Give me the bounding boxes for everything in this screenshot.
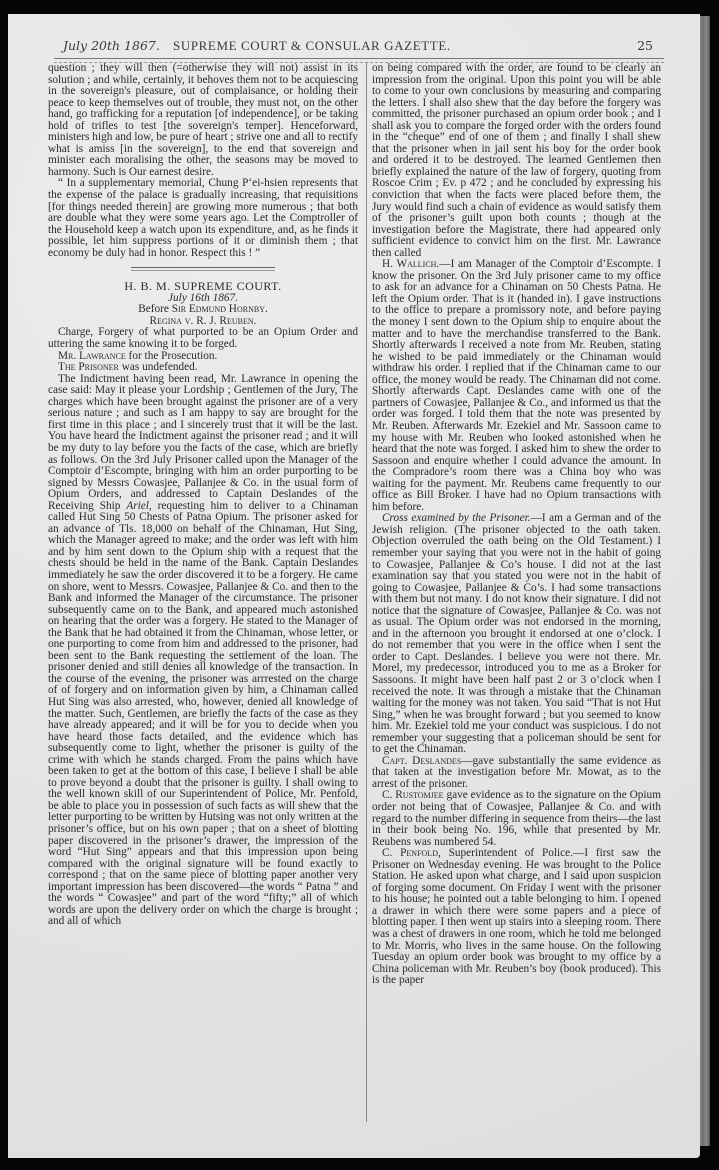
penfold-testimony (372, 848, 661, 987)
charge-paragraph: Charge, Forgery of what purported to be an Opium Order and uttering the same knowing it to be forged. (48, 326, 358, 351)
cross-exam-label: Cross examined by the Prisoner. (382, 512, 531, 525)
newspaper-page (8, 14, 700, 1158)
indictment-paragraph (48, 374, 358, 928)
witness-name-penfold: C. Penfold (382, 847, 438, 860)
court-title: H. B. M. SUPREME COURT. (124, 279, 282, 294)
wallich-testimony (372, 259, 661, 513)
witness-name-rustomjee: C. Rustomjee (382, 789, 444, 802)
ship-name: Ariel (126, 499, 149, 512)
prosecution-text: for the Prosecution. (125, 349, 218, 362)
prosecution-counsel: Mr. Lawrance (58, 349, 126, 362)
wallich-text: —I am Manager of the Comptoir d’Escompte. I know the prisoner. On the 3rd July prisoner came to my office to ask for an advance for a Chinaman on 50 Chests Patna. He left the Opium order. That is it (handed in). I gave instructions to the office to prepare a promissory note, and before paying the money I sent down to the Opium ship to enquire about the matter and to have the merchandise transferred to the Bank. Shortly afterwards I received a note from Mr. Reuben, stating he wished to be paid immediately or the Chinaman would withdraw his order. I replied that if the Chinaman came to our office, the money would be ready. The Chinaman did not come. Shortly afterwards Capt. Deslandes came with one of the partners of Cowasjee, Pallanjee & Co., and informed us that the order was forged. I told them that the note was presented by Mr. Reuben. Afterwards Mr. Ezekiel and Mr. Sassoon came to my house with Mr. Reuben who looked astonished when he heard that the note was forged. I asked him to shew the order to Sassoon and enquire whether I could advance the amount. In the Compradore’s room there was a China boy who was waiting for the payment. Mr. Reubens came frequently to our office as Bill Broker. I have had no Opium transactions with him before. (372, 258, 661, 513)
indictment-text-2: , requesting him to deliver to a Chinaman called Hut Sing 50 Chests of Patna Opium. The prisoner asked for an advance of Tls. 18,000 on behalf of the Chinaman, Hut Sing, which the Manager agreed to make; and the order was left with him and by him sent down to the Opium ship with a request that the chests should be held in the name of the Bank. Captain Deslandes immediately he saw the order discovered it to be a forgery. He came on shore, went to Messrs. Cowasjee, Pallanjee & Co. and then to the Bank and informed the Manager of the circumstance. The prisoner subsequently came on to the Bank, and appeared much astonished on hearing that the order was a forgery. He stated to the Manager of the Bank that he had obtained it from the Chinaman, whose letter, or one purporting to come from him and addressed to the prisoner, had been sent to the Bank requesting the settlement of the loan. The prisoner denied and still denies all knowledge of the transaction. In the course of the evening, the prisoner was arrrested on the charge of of forgery and on information given by him, a Chinaman called Hut Sing was also arrested, who, however, denied all knowledge of the matter. Such, Gentlemen, are briefly the facts of the case as they have already appeared; and it will be for you to decide when you have heard those facts detailed, and the evidence which has subsequently come to light, whether the prisoner is guilty of the crime with which he stands charged. From the pains which have been taken to get at the bottom of this case, I believe I shall be able to prove beyond a doubt that the prisoner is guilty. I shall owing to the well known skill of our Superintendent of Police, Mr. Penfold, be able to place you in possession of such facts as will shew that the letter purporting to be written by Hutsing was not only written at the prisoner’s office, but on his own paper ; that on a sheet of blotting paper discovered in the prisoner’s drawer, the impression of the word “Hut Sing” appears and that this impression upon being compared with the original signature will be found exactly to correspond ; that on the same piece of blotting paper another very important impression has been discovered—the words “ Patna ” and the words “ Cowasjee” and part of the word “fifty;” all of which words are upon the delivery order on which the charge is brought ; and all of which (48, 499, 358, 928)
header-title: SUPREME COURT & CONSULAR GAZETTE. (173, 38, 451, 53)
continued-paragraph: on being compared with the order, are found to be clearly an impression from the original. Upon this point you will be able to come to your own conclusions by measuring and comparing the letters. I shall also shew that the day before the forgery was committed, the prisoner purchased an opium order book ; and I shall ask you to compare the forged order with the orders found in the “cheque” end of one of them ; and finally I shall shew that the prisoner when in jail sent his boy for the order book and ordered it to be destroyed. The learned Gentlemen then briefly explained the nature of the law of forgery, quoting from Roscoe Crim ; Ev. p 472 ; and he concluded by expressing his conviction that when the facts were placed before them, the Jury would find such a chain of evidence as would satisfy them of the prisoner’s guilt upon both counts ; though at the investigation before the Magistrate, there had appeared only sufficient evidence to convict him on the first. Mr. Lawrance then called (372, 62, 661, 259)
page-number: 25 (637, 38, 653, 53)
rustomjee-text: gave evidence as to the signature on the Opium order not being that of Cowasjee, Pallanjee & Co. and with regard to the number differing in sequence from theirs—the last in their book being No. 196, while that presented by Mr. Reubens was numbered 54. (372, 789, 661, 848)
witness-name-wallich: H. Wallich. (382, 258, 440, 271)
cross-examination (372, 513, 661, 755)
deslandes-text: —gave substantially the same evidence as that taken at the investigation before Mr. Mowat, as to the arrest of the prisoner. (372, 754, 661, 790)
deslandes-testimony (372, 756, 661, 791)
section-divider (131, 267, 275, 271)
right-column (372, 63, 661, 987)
rustomjee-testimony (372, 790, 661, 848)
memorial-paragraph-2: “ In a supplementary memorial, Chung P‘ei-hsien represents that the expense of the palace is gradually increasing, that requisitions [for things needed therein] are growing more numerous ; that both are double what they were some years ago. Let the Comptroller of the Household keep a watch upon its expenditure, and, as he finds it possible, let him suppress portions of it or diminish them ; that economy be duly had in honor. Respect this ! ” (48, 177, 358, 259)
page-header (63, 34, 653, 54)
memorial-paragraph-1: question ; they will then (=otherwise they will not) assist in its solution ; and while, certainly, it behoves them not to be acquiescing in the sovereign's pleasure, out of complaisance, or holding their peace to keep themselves out of trouble, they must not, on the other hand, go trafficking for a reputation [of independence], or be taking hold of trifles to test [the sovereign's temper]. Henceforward, ministers high and low, be pure of heart ; strive one and all to rectify what is amiss [in the sovereign], to the end that sovereign and minister each moralising the other, the seasons may be moved to harmony. Such is Our earnest desire. (48, 62, 358, 178)
prisoner-text: was undefended. (118, 361, 198, 374)
court-date-text: July 16th 1867. (168, 291, 238, 304)
witness-name-deslandes: Capt. Deslandes (382, 754, 462, 767)
penfold-text: , Superintendent of Police.—I first saw the Prisoner on Wednesday evening. He was brought to the Police Station. He asked upon what charge, and I said upon suspicion of forging some document. On Friday I went with the prisoner to his house; he pointed out a table belonging to him. I opened a drawer in which there were some papers and a piece of blotting paper. I then went up stairs into a sleeping room. There was a chest of drawers in one room, which he told me belonged to Mr. Morris, who lives in the same house. On the following Tuesday an opium order book was brought to my office by a China policeman with Mr. Reuben’s boy (book produced). This is the paper (372, 847, 661, 987)
cross-exam-text: —I am a German and of the Jewish religion. (The prisoner objected to the oath taken. Objection overruled the oath being on the Old Testament.) I remember your saying that you were not in the habit of going to Cowasjee, Pallanjee & Co’s house. I did not at the last examination say that you stated you were not in the habit of going to Cowasjee, Pallanjee & Co’s. I had some transactions with them but not many. I do not know their signature. I did not notice that the signature of Cowasjee, Pallanjee & Co. was not as usual. The Opium order was not endorsed in the morning, and in the afternoon you brought it endorsed at one o’clock. I do not remember that you were in the office when I sent the order to Capt. Deslandes. I believe you were not there. Mr. Morel, my predecessor, introduced you to me as a Broker for Sassoons. It might have been half past 2 or 3 o’clock when I received the note. It was through a mistake that the Chinaman waiting for the money was not taken. You said “That is not Hut Sing,” when he was brought forward ; but you seemed to know him. Mr. Ezekiel told me your conduct was suspicious. I do not remember your suggesting that a policeman should be sent for to get the Chinaman. (372, 512, 661, 756)
case-name: Regina v. R. J. Reuben. (149, 314, 257, 327)
header-date: July 20th 1867. (63, 38, 160, 53)
prisoner-label: The Prisoner (58, 361, 119, 374)
left-column (48, 63, 358, 928)
indictment-text-1: The Indictment having been read, Mr. Lawrance in opening the case said: May it please your Lordship ; Gentlemen of the Jury, The charges which have been brought against the prisoner are of a very serious nature ; and such as I am happy to say are brought for the first time in this place ; and I sincerely trust that it will be the last. You have heard the Indictment against the prisoner read ; and it will be my duty to lay before you the facts of the case, which are briefly as follows. On the 3rd July Prisoner called upon the Manager of the Comptoir d’Escompte, bringing with him an order purporting to be signed by Messrs Cowasjee, Pallanjee & Co. in the usual form of Opium Orders, and addressed to Captain Deslandes of the Receiving Ship (48, 372, 358, 512)
column-divider (366, 62, 367, 1122)
court-judge: Sir Edmund Hornby. (171, 303, 268, 316)
court-before-prefix: Before (138, 303, 172, 316)
